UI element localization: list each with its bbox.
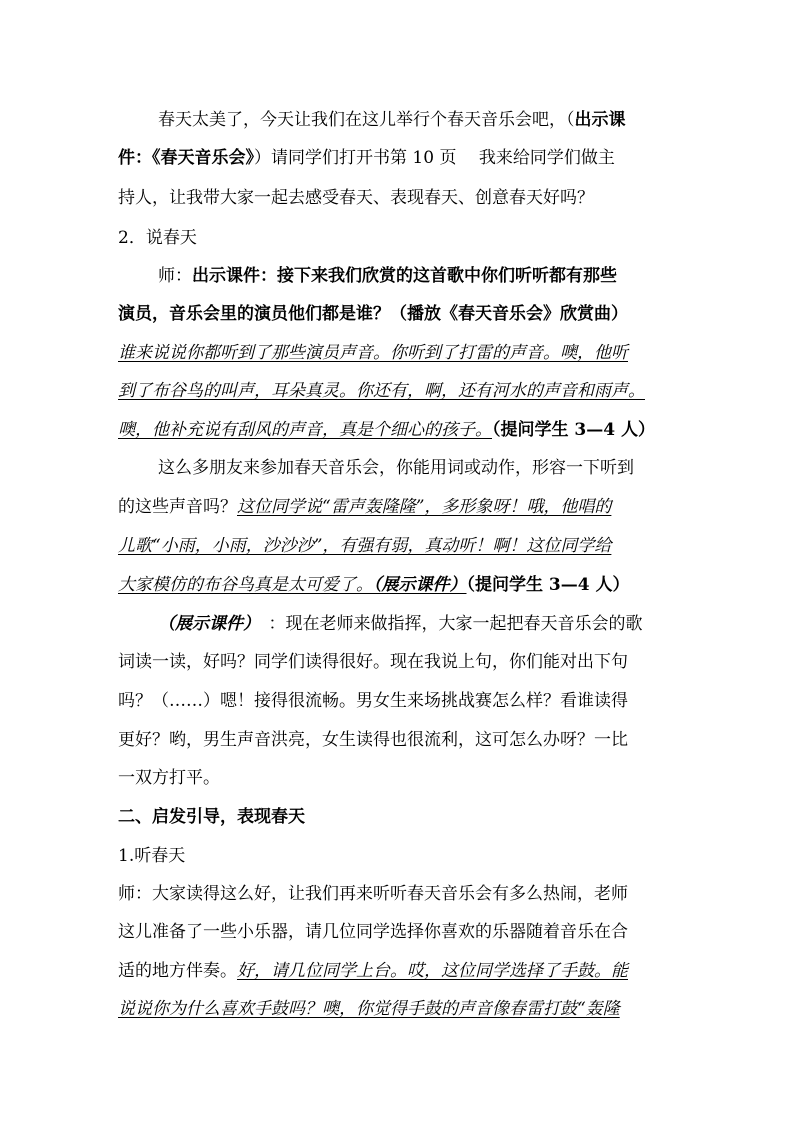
text-segment: 春天太美了，今天让我们在这儿举行个春天音乐会吧，（ — [158, 110, 575, 130]
italic-segment: 这位同学说“雷声轰隆隆”，多形象呀！哦，他唱的 — [237, 497, 612, 517]
paragraph-friends-line-1: 这么多朋友来参加春天音乐会，你能用词或动作，形容一下听到 — [158, 458, 634, 478]
text-segment: ）请同学们打开书第 10 页 我来给同学们做主 — [254, 148, 615, 168]
paragraph-conductor-line-2: 词读一读，好吗？同学们读得很好。现在我说上句，你们能对出下句 — [118, 652, 628, 672]
bold-italic-segment: （展示课件） — [373, 575, 467, 595]
bold-segment: 出示课件：接下来我们欣赏的这首歌中你们听听都有那些 — [192, 266, 617, 286]
text-segment: 师： — [158, 266, 192, 286]
paragraph-teacher-line-2: 演员，音乐会里的演员他们都是谁？（播放《春天音乐会》欣赏曲） — [118, 304, 628, 324]
paragraph-teacher-line-5 — [118, 417, 655, 443]
paragraph-friends-line-2 — [118, 494, 611, 520]
text-segment: 的这些声音吗？ — [118, 497, 237, 517]
subheading-shuo-chuntian: 2．说春天 — [118, 228, 197, 248]
paragraph-listen-line-2: 这儿准备了一些小乐器，请几位同学选择你喜欢的乐器随着音乐在合 — [118, 922, 628, 942]
paragraph-listen-line-4: 说说你为什么喜欢手鼓吗？噢，你觉得手鼓的声音像春雷打鼓“轰隆 — [118, 999, 620, 1019]
italic-segment: 好，请几位同学上台。哎，这位同学选择了手鼓。能 — [237, 961, 628, 981]
text-segment: 适的地方伴奏。 — [118, 961, 237, 981]
bold-segment: 件：《春天音乐会》 — [118, 148, 254, 168]
paragraph-conductor-line-1 — [158, 611, 643, 637]
paragraph-intro-line-2 — [118, 145, 615, 171]
italic-segment: 噢，他补充说有刮风的声音，真是个细心的孩子。 — [118, 420, 492, 440]
paragraph-intro-line-1 — [158, 107, 626, 133]
paragraph-intro-line-3 — [118, 185, 594, 211]
bold-segment: （提问学生 3—4 人） — [492, 420, 655, 440]
paragraph-conductor-line-5: 一双方打平。 — [118, 768, 220, 788]
paragraph-friends-line-3: 儿歌“小雨，小雨，沙沙沙”，有强有弱，真动听！啊！这位同学给 — [118, 536, 612, 556]
text-segment: ：现在老师来做指挥，大家一起把春天音乐会的歌 — [251, 614, 643, 634]
paragraph-conductor-line-4: 更好？哟，男生声音洪亮，女生读得也很流利，这可怎么办呀？一比 — [118, 730, 628, 750]
bold-italic-segment: （展示课件） — [158, 614, 252, 634]
paragraph-friends-line-4 — [118, 572, 630, 598]
paragraph-listen-line-3 — [118, 958, 628, 984]
subheading-ting-chuntian: 1.听春天 — [118, 846, 186, 866]
section-heading-2: 二、启发引导，表现春天 — [118, 807, 305, 827]
paragraph-conductor-line-3: 吗？（……）嗯！接得很流畅。男女生来场挑战赛怎么样？看谁读得 — [118, 691, 628, 711]
paragraph-teacher-line-1 — [158, 263, 617, 289]
italic-segment: 大家模仿的布谷鸟真是太可爱了。 — [118, 575, 373, 595]
bold-segment: （提问学生 3—4 人） — [466, 575, 630, 595]
bold-segment: 出示课 — [574, 110, 626, 130]
paragraph-teacher-line-4: 到了布谷鸟的叫声，耳朵真灵。你还有，啊，还有河水的声音和雨声。 — [118, 381, 645, 401]
paragraph-listen-line-1: 师：大家读得这么好，让我们再来听听春天音乐会有多么热闹，老师 — [118, 884, 628, 904]
text-segment: 持人，让我带大家一起去感受春天、表现春天、创意春天好吗？ — [118, 188, 594, 208]
paragraph-teacher-line-3: 谁来说说你都听到了那些演员声音。你听到了打雷的声音。噢，他听 — [118, 343, 628, 363]
